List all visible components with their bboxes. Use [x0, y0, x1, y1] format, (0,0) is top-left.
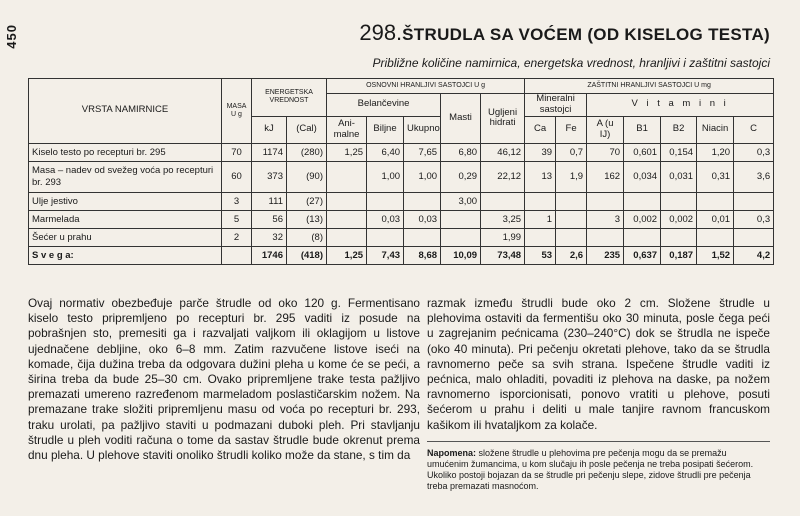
cell-masti: 0,29: [441, 161, 481, 192]
cell-kj: 1174: [252, 143, 287, 161]
cell-name: S v e g a:: [29, 246, 222, 264]
cell-b1: 0,034: [624, 161, 661, 192]
cell-masti: 10,09: [441, 246, 481, 264]
cell-name: Marmelada: [29, 210, 222, 228]
header-kj: kJ: [252, 116, 287, 143]
page-number: 450: [4, 24, 19, 49]
cell-name: Ulje jestivo: [29, 192, 222, 210]
cell-anim: 1,25: [327, 246, 367, 264]
cell-anim: [327, 228, 367, 246]
cell-a: 162: [587, 161, 624, 192]
header-energ: ENERGETSKA VREDNOST: [252, 79, 327, 117]
cell-ca: 39: [525, 143, 556, 161]
cell-fe: [556, 228, 587, 246]
cell-fe: 2,6: [556, 246, 587, 264]
cell-kj: 1746: [252, 246, 287, 264]
cell-kj: 32: [252, 228, 287, 246]
total-row: [29, 246, 774, 264]
cell-b2: 0,031: [661, 161, 697, 192]
header-fe: Fe: [556, 116, 587, 143]
cell-cal: (418): [287, 246, 327, 264]
cell-b1: [624, 228, 661, 246]
cell-a: 3: [587, 210, 624, 228]
cell-bilj: [367, 228, 404, 246]
cell-nia: 0,01: [697, 210, 734, 228]
cell-kj: 56: [252, 210, 287, 228]
header-ca: Ca: [525, 116, 556, 143]
header-row-1: [29, 79, 774, 94]
cell-ca: 1: [525, 210, 556, 228]
cell-masa: [222, 246, 252, 264]
cell-ugh: 73,48: [481, 246, 525, 264]
cell-ugh: 3,25: [481, 210, 525, 228]
cell-masti: [441, 210, 481, 228]
cell-c: 4,2: [734, 246, 774, 264]
cell-uk: 8,68: [404, 246, 441, 264]
cell-cal: (13): [287, 210, 327, 228]
cell-anim: [327, 192, 367, 210]
cell-ca: [525, 192, 556, 210]
note-text-1: složene štrudle u plehovima pre pečenja mogu da se premažu umućenim žumancima, u kom slučaju ih posle pečenja ne treba posipati šećerom.: [427, 447, 754, 469]
cell-uk: [404, 192, 441, 210]
cell-c: 0,3: [734, 143, 774, 161]
table-row: [29, 192, 774, 210]
header-biljne: Biljne: [367, 116, 404, 143]
header-mineralni: Mineralni sastojci: [525, 94, 587, 117]
cell-c: 0,3: [734, 210, 774, 228]
cell-uk: [404, 228, 441, 246]
cell-name: Masa – nadev od svežeg voća po recepturi br. 293: [29, 161, 222, 192]
cell-masti: [441, 228, 481, 246]
cell-ca: 13: [525, 161, 556, 192]
cell-uk: 1,00: [404, 161, 441, 192]
header-masa: MASA U g: [222, 79, 252, 144]
cell-a: [587, 192, 624, 210]
cell-fe: [556, 192, 587, 210]
cell-c: 3,6: [734, 161, 774, 192]
header-vrsta: VRSTA NAMIRNICE: [29, 79, 222, 144]
cell-anim: [327, 210, 367, 228]
cell-masa: 70: [222, 143, 252, 161]
cell-fe: [556, 210, 587, 228]
cell-ugh: 22,12: [481, 161, 525, 192]
cell-ugh: 1,99: [481, 228, 525, 246]
table-row: [29, 161, 774, 192]
cell-bilj: 7,43: [367, 246, 404, 264]
header-belancevine: Belančevine: [327, 94, 441, 117]
cell-bilj: [367, 192, 404, 210]
header-osnovni: OSNOVNI HRANLJIVI SASTOJCI U g: [327, 79, 525, 94]
cell-masa: 3: [222, 192, 252, 210]
cell-nia: [697, 192, 734, 210]
cell-nia: 1,52: [697, 246, 734, 264]
cell-bilj: 0,03: [367, 210, 404, 228]
cell-cal: (27): [287, 192, 327, 210]
subtitle: Približne količine namirnica, energetska vrednost, hranljivi i zaštitni sastojci: [372, 56, 770, 70]
instructions-text-right: razmak između štrudli bude oko 2 cm. Složene štrudle u plehovima ostaviti da fermentišu oko 30 minuta, posle čega peći u zagrejanim pećnicama (230–240°C) dok se štrudla ne ispeče (oko 40 minuta). Pri pečenju okretati plehove, tako da se štrudla ravnomerno peče sa svih strana. Ispečene štrudle vaditi iz pećnica, malo ohladiti, povaditi iz plehova na daske, pa nožem ravnomerno isporcionisati, ponovo vratiti u plehove, posuti šećerom u prahu i deliti u male tanjire ravnom francuskom kašikom ili hvataljkom za kolače.: [427, 296, 770, 432]
instructions-left-column: [28, 296, 420, 463]
cell-fe: 0,7: [556, 143, 587, 161]
cell-c: [734, 228, 774, 246]
cell-b2: 0,187: [661, 246, 697, 264]
header-b1: B1: [624, 116, 661, 143]
header-a: A (u IJ): [587, 116, 624, 143]
cell-b2: [661, 228, 697, 246]
cell-b2: 0,002: [661, 210, 697, 228]
cell-uk: 7,65: [404, 143, 441, 161]
cell-b1: 0,637: [624, 246, 661, 264]
cell-ugh: [481, 192, 525, 210]
cell-nia: 0,31: [697, 161, 734, 192]
cell-a: [587, 228, 624, 246]
cell-cal: (90): [287, 161, 327, 192]
note-text-2: Ukoliko postoji bojazan da se štrudle pri pečenju slepe, zidove štrudli pre pečenja treba premazati masnoćom.: [427, 469, 751, 491]
cell-masti: 3,00: [441, 192, 481, 210]
cell-kj: 373: [252, 161, 287, 192]
cell-kj: 111: [252, 192, 287, 210]
recipe-number: 298.: [359, 20, 403, 45]
cell-cal: (280): [287, 143, 327, 161]
cell-b1: [624, 192, 661, 210]
cell-ca: 53: [525, 246, 556, 264]
table-row: [29, 143, 774, 161]
cell-b2: [661, 192, 697, 210]
cell-a: 235: [587, 246, 624, 264]
cell-masa: 60: [222, 161, 252, 192]
cell-name: Kiselo testo po recepturi br. 295: [29, 143, 222, 161]
note-box: [427, 441, 770, 492]
cell-nia: 1,20: [697, 143, 734, 161]
cell-nia: [697, 228, 734, 246]
cell-cal: (8): [287, 228, 327, 246]
cell-masa: 2: [222, 228, 252, 246]
recipe-name: ŠTRUDLA SA VOĆEM (OD KISELOG TESTA): [402, 25, 770, 44]
note-label: Napomena:: [427, 447, 477, 458]
cell-c: [734, 192, 774, 210]
cell-anim: [327, 161, 367, 192]
instructions-right-column: [427, 296, 770, 492]
table-row: [29, 228, 774, 246]
cell-bilj: 1,00: [367, 161, 404, 192]
cell-b2: 0,154: [661, 143, 697, 161]
cell-masti: 6,80: [441, 143, 481, 161]
cell-ca: [525, 228, 556, 246]
header-ugljeni: Ugljeni hidrati: [481, 94, 525, 144]
nutrition-table: [28, 78, 774, 265]
cell-fe: 1,9: [556, 161, 587, 192]
header-animalne: Ani- malne: [327, 116, 367, 143]
cell-ugh: 46,12: [481, 143, 525, 161]
header-c: C: [734, 116, 774, 143]
cell-bilj: 6,40: [367, 143, 404, 161]
page-title: [359, 20, 770, 46]
header-b2: B2: [661, 116, 697, 143]
header-masti: Masti: [441, 94, 481, 144]
cell-b1: 0,002: [624, 210, 661, 228]
header-ukupno: Ukupno: [404, 116, 441, 143]
table-row: [29, 210, 774, 228]
cell-b1: 0,601: [624, 143, 661, 161]
cell-name: Šećer u prahu: [29, 228, 222, 246]
header-niacin: Niacin: [697, 116, 734, 143]
cell-anim: 1,25: [327, 143, 367, 161]
cell-uk: 0,03: [404, 210, 441, 228]
header-vitamini: V i t a m i n i: [587, 94, 774, 117]
instructions-text-left: Ovaj normativ obezbeđuje parče štrudle od oko 120 g. Fermentisano kiselo testo pripremljeno po recepturi br. 295 vaditi iz posude na pobrašnjen sto, premesiti ga i razvaljati valjkom ili oklagijom u listove ujednačene debljine, oko 6–8 mm. Zatim razvučene listove iseći na komade, čija dužina treba da odgovara dužini pleha u kome će se peći, a širina treba da bude 25–30 cm. Ovako pripremljene trake testa pažljivo premazati umereno razređenom marmeladom poslastičarskim nožem. Na premazane trake složiti pripremljenu masu od voća po recepturi br. 293, traku urolati, pa pažljivo staviti u podmazani duboki pleh. Pri stavljanju štrudle u pleh voditi računa o tome da sastav štrudle bude okrenut prema dnu pleha. U plehove staviti onoliko štrudli koliko može da stane, s tim da: [28, 296, 420, 463]
header-zastitni: ZAŠTITNI HRANLJIVI SASTOJCI U mg: [525, 79, 774, 94]
cell-a: 70: [587, 143, 624, 161]
cell-masa: 5: [222, 210, 252, 228]
header-cal: (Cal): [287, 116, 327, 143]
